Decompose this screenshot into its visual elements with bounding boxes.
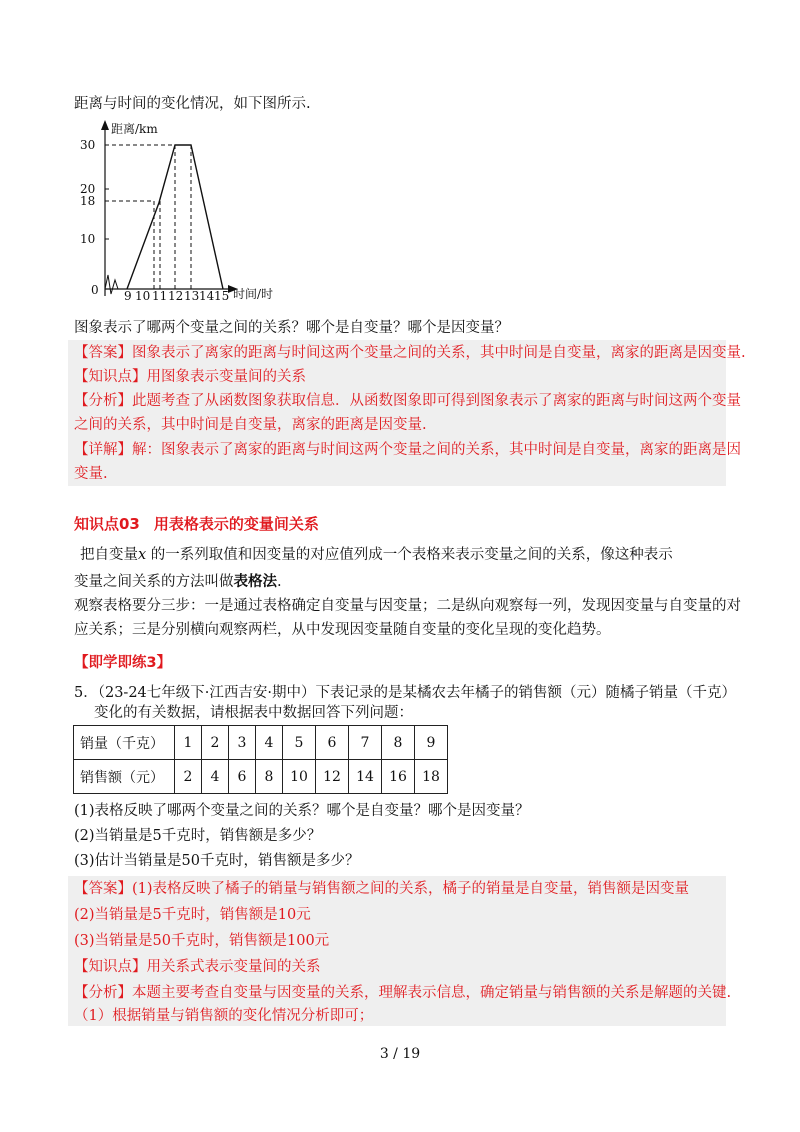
table-cell: 8 — [382, 726, 415, 760]
table-row — [74, 760, 448, 794]
analysis-tag: 【分析】 — [74, 985, 132, 1001]
table-row-header: 销量（千克） — [74, 726, 175, 760]
x-tick-label-11: 11 — [152, 289, 168, 303]
q1-analysis-2: 之间的关系，其中时间是自变量，离家的距离是因变量. — [74, 417, 427, 433]
q5-sub2: (2)当销量是5千克时，销售额是多少？ — [74, 828, 322, 844]
page-number: 3 / 19 — [379, 1046, 421, 1062]
table-cell: 10 — [283, 760, 316, 794]
q5-answer-2: (2)当销量是5千克时，销售额是10元 — [74, 907, 311, 923]
table-cell: 16 — [382, 760, 415, 794]
analysis-text: 此题考查了从函数图象获取信息．从函数图象即可得到图象表示了离家的距离与时间这两个变量 — [132, 393, 741, 409]
answer-tag: 【答案】 — [74, 345, 132, 361]
answer-text: (1)表格反映了橘子的销量与销售额之间的关系，橘子的销量是自变量，销售额是因变量 — [132, 881, 690, 897]
q5-kp — [74, 957, 321, 977]
q1-question: 图象表示了哪两个变量之间的关系？哪个是自变量？哪个是因变量？ — [74, 320, 509, 336]
y-tick-label-0: 0 — [91, 283, 99, 297]
sales-table — [73, 725, 448, 794]
section-heading — [74, 513, 319, 534]
p1-a: 把自变量 — [80, 547, 138, 563]
section-p1 — [80, 545, 673, 565]
x-tick-label-13: 13 — [184, 289, 200, 303]
table-cell: 9 — [415, 726, 448, 760]
q5-sub1: (1)表格反映了哪两个变量之间的关系？哪个是自变量？哪个是因变量？ — [74, 803, 530, 819]
term-table-method: 表格法 — [233, 573, 277, 590]
q5-analysis-1 — [74, 983, 731, 1003]
section-p2 — [74, 572, 282, 592]
table-cell: 12 — [316, 760, 349, 794]
table-cell: 18 — [415, 760, 448, 794]
distance-time-chart — [80, 118, 320, 308]
y-tick-label-10: 10 — [80, 232, 96, 246]
q1-answer — [74, 343, 746, 363]
var-x: x — [138, 547, 147, 563]
y-axis-arrow — [101, 120, 109, 130]
analysis-text: 本题主要考查自变量与因变量的关系，理解表示信息，确定销量与销售额的关系是解题的关键. — [132, 985, 732, 1001]
table-cell: 6 — [316, 726, 349, 760]
table-cell: 3 — [229, 726, 256, 760]
analysis-tag: 【分析】 — [74, 393, 132, 409]
section-p3: 观察表格要分三步：一是通过表格确定自变量与因变量；二是纵向观察每一列，发现因变量与自变量的对 — [74, 598, 741, 614]
answer-text: 图象表示了离家的距离与时间这两个变量之间的关系，其中时间是自变量，离家的距离是因变量. — [132, 345, 746, 361]
table-cell: 5 — [283, 726, 316, 760]
table-cell: 7 — [349, 726, 382, 760]
q1-kp — [74, 367, 306, 387]
q5-answer-1 — [74, 879, 689, 899]
table-cell: 14 — [349, 760, 382, 794]
q5-sub3: (3)估计当销量是50千克时，销售额是多少？ — [74, 853, 360, 869]
q5-stem-1: 5．（23-24七年级下·江西吉安·期中）下表记录的是某橘农去年橘子的销售额（元）随橘子销量（千克） — [74, 685, 736, 701]
axis-break-icon — [105, 275, 118, 294]
kp-text: 用关系式表示变量间的关系 — [146, 959, 321, 975]
section-title: 用表格表示的变量间关系 — [153, 515, 319, 533]
table-cell: 2 — [175, 760, 202, 794]
y-tick-label-30: 30 — [80, 138, 96, 152]
kp-text: 用图象表示变量间的关系 — [146, 369, 306, 385]
table-row — [74, 726, 448, 760]
p2-a: 变量之间关系的方法叫做 — [74, 574, 234, 590]
detail-text: 解：图象表示了离家的距离与时间这两个变量之间的关系，其中时间是自变量，离家的距离是因 — [132, 442, 741, 458]
x-tick-label-12: 12 — [168, 289, 184, 303]
table-cell: 4 — [202, 760, 229, 794]
section-number: 知识点03 — [74, 515, 140, 533]
kp-tag: 【知识点】 — [74, 369, 147, 385]
q5-stem-2: 变化的有关数据，请根据表中数据回答下列问题： — [94, 705, 413, 721]
q1-detail-2: 变量. — [74, 466, 108, 482]
x-tick-label-10: 10 — [135, 289, 151, 303]
y-tick-label-20: 20 — [80, 182, 96, 196]
answer-tag: 【答案】 — [74, 881, 132, 897]
q1-detail-1 — [74, 440, 741, 460]
table-cell: 4 — [256, 726, 283, 760]
table-row-header: 销售额（元） — [74, 760, 175, 794]
kp-tag: 【知识点】 — [74, 959, 147, 975]
section-p4: 应关系；三是分别横向观察两栏，从中发现因变量随自变量的变化呈现的变化趋势。 — [74, 622, 611, 638]
detail-tag: 【详解】 — [74, 442, 132, 458]
x-tick-label-14: 14 — [199, 289, 215, 303]
p2-b: . — [277, 574, 282, 590]
q1-analysis-1 — [74, 391, 741, 411]
q5-analysis-2: （1）根据销量与销售额的变化情况分析即可； — [74, 1008, 374, 1024]
y-axis-label: 距离/km — [111, 122, 158, 136]
y-tick-label-18: 18 — [80, 194, 96, 208]
p1-b: 的一系列取值和因变量的对应值列成一个表格来表示变量之间的关系，像这种表示 — [150, 547, 673, 563]
x-tick-label-15: 15 — [214, 289, 230, 303]
x-tick-label-9: 9 — [124, 289, 132, 303]
intro-line: 距离与时间的变化情况，如下图所示. — [74, 96, 311, 112]
x-axis-label: 时间/时 — [233, 287, 274, 301]
table-cell: 1 — [175, 726, 202, 760]
table-cell: 8 — [256, 760, 283, 794]
q5-answer-3: (3)当销量是50千克时，销售额是100元 — [74, 933, 330, 949]
table-cell: 2 — [202, 726, 229, 760]
practice-title: 【即学即练3】 — [74, 655, 172, 671]
table-cell: 6 — [229, 760, 256, 794]
